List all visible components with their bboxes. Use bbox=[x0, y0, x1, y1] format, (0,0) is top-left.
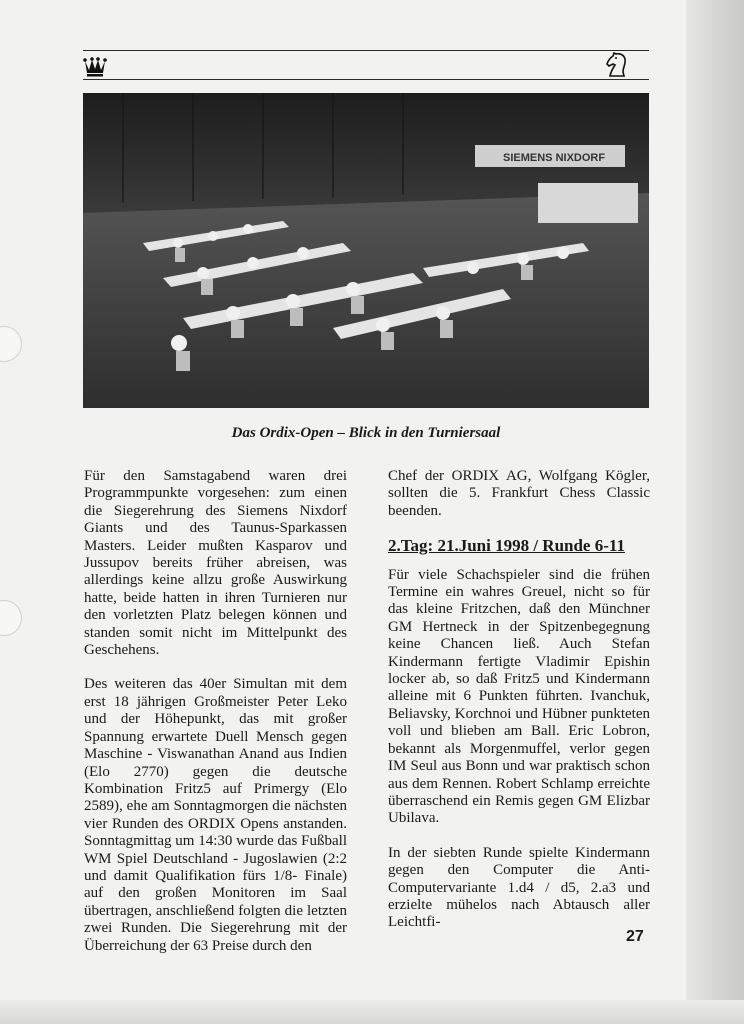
paragraph: In der siebten Runde spielte Kindermann gegen den Computer die Anti-Computervariante 1.d4 / d5, 2.a3 und erzielte mühelos nach Abtausch aller Leichtfi- bbox=[388, 844, 650, 931]
paragraph: Des weiteren das 40er Simultan mit dem erst 18 jährigen Großmeister Peter Leko und der Höhepunkt, das mit großer Spannung erwartete Duell Mensch gegen Maschine - Viswanathan Anand aus Indien (Elo 2770) gegen die deutsche Kombination Fritz5 auf Primergy (Elo 2589), ehe am Sonntagmorgen die nächsten vier Runden des ORDIX Opens anstanden. Sonntagmittag um 14:30 wurde das Fußball WM Spiel Deutschland - Jugoslawien (2:2 und damit Qualifikation fürs 1/8- Finale) auf den großen Monitoren im Saal übertragen, anschließend folgten die letzten zwei Runden. Die Siegerehrung mit der Überreichung der 63 Preise durch den bbox=[84, 676, 347, 954]
paragraph: Chef der ORDIX AG, Wolfgang Kögler, sollten die 5. Frankfurt Chess Classic beenden. bbox=[388, 468, 650, 519]
header-rule-top bbox=[83, 50, 649, 51]
left-column bbox=[84, 468, 347, 972]
page-bottom-shadow bbox=[0, 1000, 744, 1024]
punch-hole bbox=[0, 600, 22, 636]
header-rule-bottom bbox=[83, 79, 649, 80]
right-column bbox=[388, 468, 650, 949]
page-number: 27 bbox=[626, 928, 644, 945]
tournament-hall-photo bbox=[83, 93, 649, 408]
photo-caption: Das Ordix-Open – Blick in den Turniersaal bbox=[231, 425, 501, 441]
queen-icon bbox=[83, 55, 107, 77]
paragraph: Für viele Schachspieler sind die frühen Termine ein wahres Greuel, nicht so für das kleine Fritzchen, daß den Münchner GM Hertneck in der Spitzenbegegnung keine Chancen ließ. Auch Stefan Kindermann fertigte Vladimir Epishin locker ab, so daß Fritz5 und Kindermann alleine mit 6 Punkten führten. Ivanchuk, Beliavsky, Korchnoi und Hübner punkteten voll und blieben am Ball. Eric Lobron, bekannt als Morgenmuffel, verlor gegen IM Seul aus Bonn und war praktisch schon aus dem Rennen. Robert Schlamp erreichte überraschend ein Remis gegen GM Elizbar Ubilava. bbox=[388, 566, 650, 827]
paragraph: Für den Samstagabend waren drei Programmpunkte vorgesehen: zum einen die Siegerehrung des Siemens Nixdorf Giants und des Taunus-Sparkassen Masters. Leider mußten Kasparov und Jussupov bereits früher abreisen, was allerdings keine allzu große Auswirkung hatte, beide hatten in ihren Turnieren nur den vorletzten Platz belegen können und standen somit nicht im Mittelpunkt des Geschehens. bbox=[84, 468, 347, 659]
punch-hole bbox=[0, 326, 22, 362]
section-heading: 2.Tag: 21.Juni 1998 / Runde 6-11 bbox=[388, 536, 625, 556]
page-edge-shadow bbox=[686, 0, 744, 1024]
photo-banner-text: SIEMENS NIXDORF bbox=[503, 152, 606, 164]
knight-icon bbox=[604, 52, 630, 78]
